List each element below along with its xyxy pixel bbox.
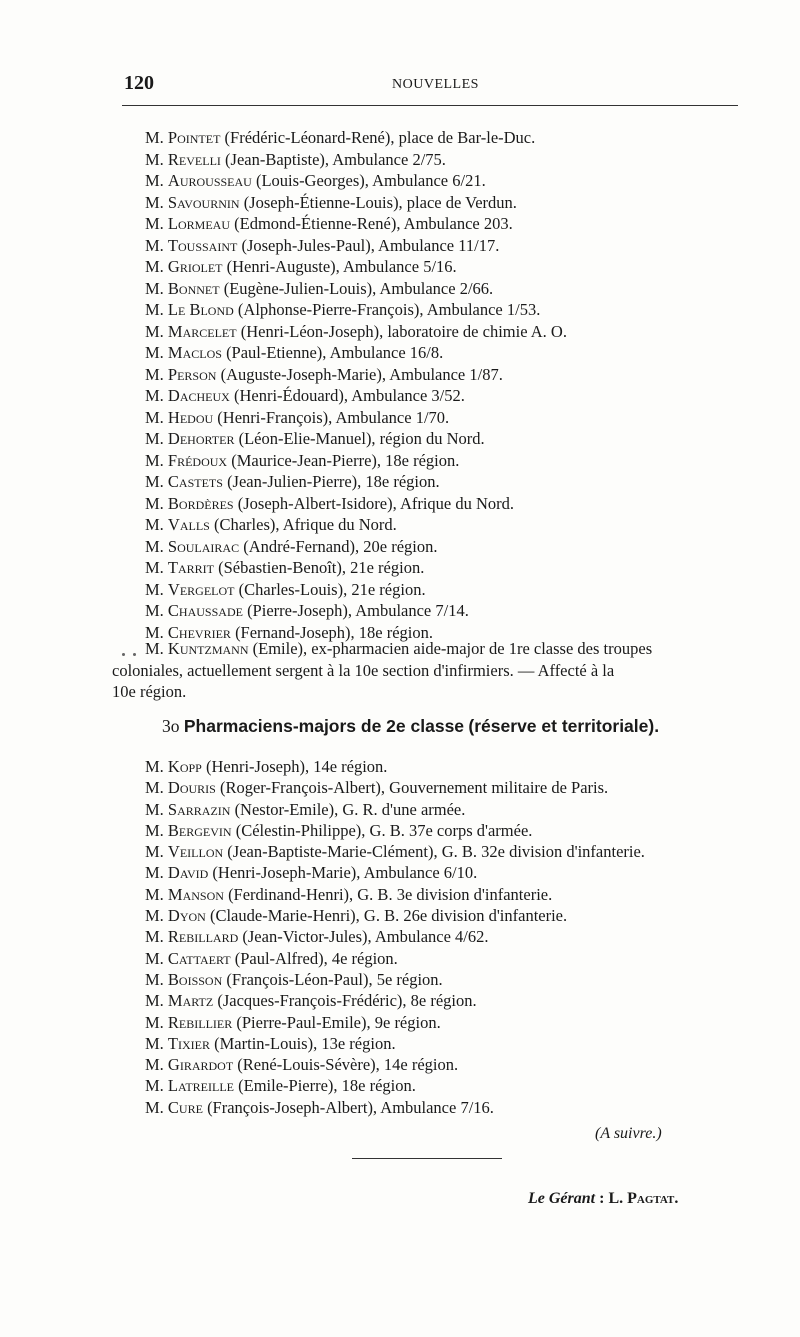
entry-line: [145, 299, 755, 321]
entry-name: Dyon: [167, 906, 206, 926]
entry-name: Bonnet: [167, 278, 220, 298]
entry-name: David: [167, 863, 209, 883]
entry-line: [145, 969, 755, 990]
entry-name: Person: [167, 364, 217, 384]
entry-line: [145, 278, 755, 300]
entry-title: M.: [145, 1097, 164, 1117]
entry-line: [145, 450, 755, 472]
entry-line: [145, 536, 755, 558]
entry-details: (Henri-Léon-Joseph), laboratoire de chimie A. O.: [240, 321, 567, 341]
entry-title: M.: [145, 991, 164, 1011]
entry-title: M.: [145, 278, 164, 298]
section-qualifier: (réserve et territoriale).: [468, 716, 660, 736]
entry-details: (Claude-Marie-Henri), G. B. 26e division d'infanterie.: [209, 906, 568, 926]
entry-details: (Joseph-Étienne-Louis), place de Verdun.: [243, 192, 517, 212]
entry-title: M.: [145, 884, 164, 904]
entry-line: [145, 192, 755, 214]
entry-line: [145, 407, 755, 429]
entry-details: (Joseph-Jules-Paul), Ambulance 11/17.: [241, 235, 500, 255]
entry-line: [145, 884, 755, 905]
entry-name: Girardot: [167, 1055, 234, 1075]
entry-details: (Charles), Afrique du Nord.: [213, 515, 397, 534]
entry-title: M.: [145, 601, 164, 620]
entry-details: (André-Fernand), 20e région.: [243, 536, 438, 556]
entry-name: Tarrit: [167, 558, 215, 577]
entry-line: [145, 820, 755, 841]
entry-title: M.: [145, 300, 164, 319]
manager-separator: :: [599, 1190, 605, 1207]
entry-name: Soulairac: [167, 536, 240, 556]
entry-details: (Ferdinand-Henri), G. B. 3e division d'infanterie.: [228, 884, 553, 904]
entry-line: [145, 471, 755, 493]
entry-title: M.: [145, 820, 164, 840]
entry-title: M.: [145, 558, 164, 577]
entry-line: [145, 1012, 755, 1033]
entry-line: [145, 235, 755, 257]
entry-line: [145, 841, 755, 862]
entry-name: Aurousseau: [167, 171, 252, 190]
entry-line: [145, 905, 755, 926]
entry-line: [145, 127, 755, 149]
entry-details: (Jean-Baptiste-Marie-Clément), G. B. 32e division d'infanterie.: [227, 842, 645, 862]
entry-name: Dehorter: [167, 429, 235, 448]
entry-title: M.: [145, 343, 164, 362]
entry-name: Cattaert: [167, 948, 231, 968]
entry-details: (Roger-François-Albert), Gouvernement militaire de Paris.: [219, 778, 609, 798]
entry-details: (Jean-Baptiste), Ambulance 2/75.: [225, 149, 446, 169]
entry-name: Maclos: [167, 343, 222, 362]
section-heading: [162, 716, 659, 737]
entry-details: (Paul-Alfred), 4e région.: [234, 948, 398, 968]
entry-details: (Louis-Georges), Ambulance 6/21.: [255, 171, 486, 190]
entry-name: Rebillier: [167, 1012, 233, 1032]
to-follow-note: (A suivre.): [595, 1125, 662, 1142]
entry-details: (Henri-Auguste), Ambulance 5/16.: [226, 257, 457, 276]
entry-line: [145, 1075, 755, 1096]
entry-title: M.: [145, 1012, 164, 1032]
entry-details: (René-Louis-Sévère), 14e région.: [237, 1055, 459, 1075]
entry-name: Savournin: [167, 192, 240, 212]
entry-line: [145, 1033, 755, 1054]
entry-name: Griolet: [167, 257, 223, 276]
bottom-rule: [352, 1158, 502, 1159]
entry-details: (Henri-Joseph), 14e région.: [205, 757, 388, 776]
entry-line: [145, 385, 755, 407]
entry-title: M.: [145, 149, 164, 169]
entry-list-second: [145, 756, 755, 1118]
section-number: 3o: [162, 716, 180, 736]
entry-name: Castets: [167, 472, 223, 491]
entry-title: M.: [145, 579, 164, 599]
entry-details: (Jean-Julien-Pierre), 18e région.: [227, 472, 440, 491]
entry-details: (Henri-François), Ambulance 1/70.: [217, 407, 450, 427]
entry-details: (Jacques-François-Frédéric), 8e région.: [217, 991, 477, 1011]
entry-name: Kopp: [167, 757, 202, 776]
entry-title: M.: [145, 906, 164, 926]
entry-name: Sarrazin: [167, 799, 231, 819]
entry-line: [145, 799, 755, 820]
manager-name: L. Pagtat.: [608, 1190, 679, 1207]
entry-details-line: 10e région.: [112, 682, 187, 701]
entry-title: M.: [145, 321, 164, 341]
entry-details: (Charles-Louis), 21e région.: [238, 579, 426, 599]
entry-details: (Edmond-Étienne-René), Ambulance 203.: [234, 214, 513, 233]
entry-details: (Henri-Édouard), Ambulance 3/52.: [233, 386, 465, 405]
entry-name: Le Blond: [167, 300, 234, 319]
entry-line: [145, 342, 755, 364]
entry-title: M.: [145, 536, 164, 556]
entry-name: Veillon: [167, 842, 224, 862]
entry-details: (Alphonse-Pierre-François), Ambulance 1/53.: [237, 300, 541, 319]
entry-details: (Eugène-Julien-Louis), Ambulance 2/66.: [223, 278, 494, 298]
entry-line: [145, 926, 755, 947]
entry-details: (Martin-Louis), 13e région.: [214, 1033, 396, 1053]
entry-title: M.: [145, 1055, 164, 1075]
entry-name: Latreille: [167, 1076, 234, 1096]
entry-details: (Emile-Pierre), 18e région.: [238, 1076, 416, 1096]
header-rule: [122, 105, 738, 106]
entry-details: (Maurice-Jean-Pierre), 18e région.: [231, 450, 460, 470]
entry-details: (Pierre-Paul-Emile), 9e région.: [236, 1012, 441, 1032]
entry-name: Pointet: [167, 128, 221, 147]
entry-line: [145, 321, 755, 343]
entry-name: Kuntzmann: [167, 639, 249, 658]
entry-name: Vergelot: [167, 579, 235, 599]
entry-title: M.: [145, 214, 164, 233]
entry-name: Chaussade: [167, 601, 243, 620]
entry-details: (Paul-Etienne), Ambulance 16/8.: [226, 343, 444, 362]
entry-name: Douris: [167, 778, 216, 798]
entry-name: Tixier: [167, 1033, 210, 1053]
entry-title: M.: [145, 171, 164, 190]
entry-name: Lormeau: [167, 214, 231, 233]
entry-line: [145, 514, 755, 536]
entry-details: (Emile), ex-pharmacien aide-major de 1re classe des troupes: [252, 639, 653, 658]
entry-line: [145, 149, 755, 171]
entry-title: M.: [145, 235, 164, 255]
page-header: [124, 72, 736, 98]
entry-name: Frédoux: [167, 450, 228, 470]
entry-details: (Léon-Elie-Manuel), région du Nord.: [238, 429, 485, 448]
entry-line: [145, 862, 755, 883]
entry-title: M.: [145, 450, 164, 470]
entry-title: M.: [145, 407, 164, 427]
entry-name: Manson: [167, 884, 224, 904]
entry-line: [145, 1097, 755, 1118]
entry-title: M.: [145, 622, 164, 642]
entry-title: M.: [145, 386, 164, 405]
entry-title: M.: [145, 1033, 164, 1053]
manager-signature: [528, 1190, 678, 1208]
entry-list-first: [145, 127, 755, 643]
entry-name: Bergevin: [167, 820, 232, 840]
entry-line: [145, 557, 755, 579]
entry-details: (François-Joseph-Albert), Ambulance 7/16.: [207, 1097, 494, 1117]
entry-title: M.: [145, 863, 164, 883]
entry-title: M.: [145, 799, 164, 819]
entry-title: M.: [145, 192, 164, 212]
entry-details: (Sébastien-Benoît), 21e région.: [218, 558, 425, 577]
entry-title: M.: [145, 1076, 164, 1096]
entry-title: M.: [145, 364, 164, 384]
entry-title: M.: [145, 493, 164, 513]
entry-line: [145, 428, 755, 450]
entry-name: Chevrier: [167, 622, 231, 642]
entry-details: (Célestin-Philippe), G. B. 37e corps d'armée.: [235, 820, 533, 840]
entry-line: [145, 493, 755, 515]
entry-name: Boisson: [167, 969, 223, 989]
entry-line: [145, 364, 755, 386]
entry-name: Marcelet: [167, 321, 237, 341]
entry-title: M.: [145, 778, 164, 798]
entry-title: M.: [145, 472, 164, 491]
page-number: 120: [124, 72, 154, 94]
entry-name: Rebillard: [167, 927, 239, 947]
entry-line: [145, 579, 755, 601]
entry-name: Bordères: [167, 493, 234, 513]
entry-title: M.: [145, 639, 164, 658]
entry-details: (Frédéric-Léonard-René), place de Bar-le-Duc.: [224, 128, 536, 147]
entry-name: Dacheux: [167, 386, 230, 405]
entry-name: Martz: [167, 991, 214, 1011]
manager-label: Le Gérant: [528, 1190, 596, 1207]
entry-title: M.: [145, 969, 164, 989]
entry-name: Toussaint: [167, 235, 238, 255]
entry-line: [145, 213, 755, 235]
entry-title: M.: [145, 257, 164, 276]
entry-details: (Auguste-Joseph-Marie), Ambulance 1/87.: [220, 364, 503, 384]
entry-details: (Fernand-Joseph), 18e région.: [235, 622, 434, 642]
entry-details: (Nestor-Emile), G. R. d'une armée.: [234, 799, 466, 819]
entry-name: Valls: [167, 515, 210, 534]
entry-details: (Henri-Joseph-Marie), Ambulance 6/10.: [212, 863, 478, 883]
entry-title: M.: [145, 128, 164, 147]
entry-title: M.: [145, 927, 164, 947]
entry-title: M.: [145, 429, 164, 448]
entry-line: [145, 600, 755, 622]
entry-line: [145, 756, 755, 777]
entry-line: [145, 777, 755, 798]
entry-name: Revelli: [167, 149, 221, 169]
entry-line: [145, 990, 755, 1011]
entry-details-line: coloniales, actuellement sergent à la 10e section d'infirmiers. — Affecté à la: [112, 660, 615, 680]
entry-line: [145, 948, 755, 969]
entry-line: [145, 170, 755, 192]
entry-line: [145, 1054, 755, 1075]
entry-details: (Pierre-Joseph), Ambulance 7/14.: [247, 601, 469, 620]
entry-name: Hedou: [167, 407, 214, 427]
entry-title: M.: [145, 842, 164, 862]
entry-details: (Jean-Victor-Jules), Ambulance 4/62.: [242, 927, 489, 947]
entry-title: M.: [145, 515, 164, 534]
entry-line: [145, 256, 755, 278]
kuntzmann-entry: [112, 638, 744, 703]
entry-details: (Joseph-Albert-Isidore), Afrique du Nord.: [237, 493, 515, 513]
entry-details: (François-Léon-Paul), 5e région.: [226, 969, 443, 989]
entry-title: M.: [145, 757, 164, 776]
entry-title: M.: [145, 948, 164, 968]
entry-name: Cure: [167, 1097, 203, 1117]
running-title: NOUVELLES: [392, 77, 479, 92]
section-label: Pharmaciens-majors de 2e classe: [183, 716, 465, 736]
